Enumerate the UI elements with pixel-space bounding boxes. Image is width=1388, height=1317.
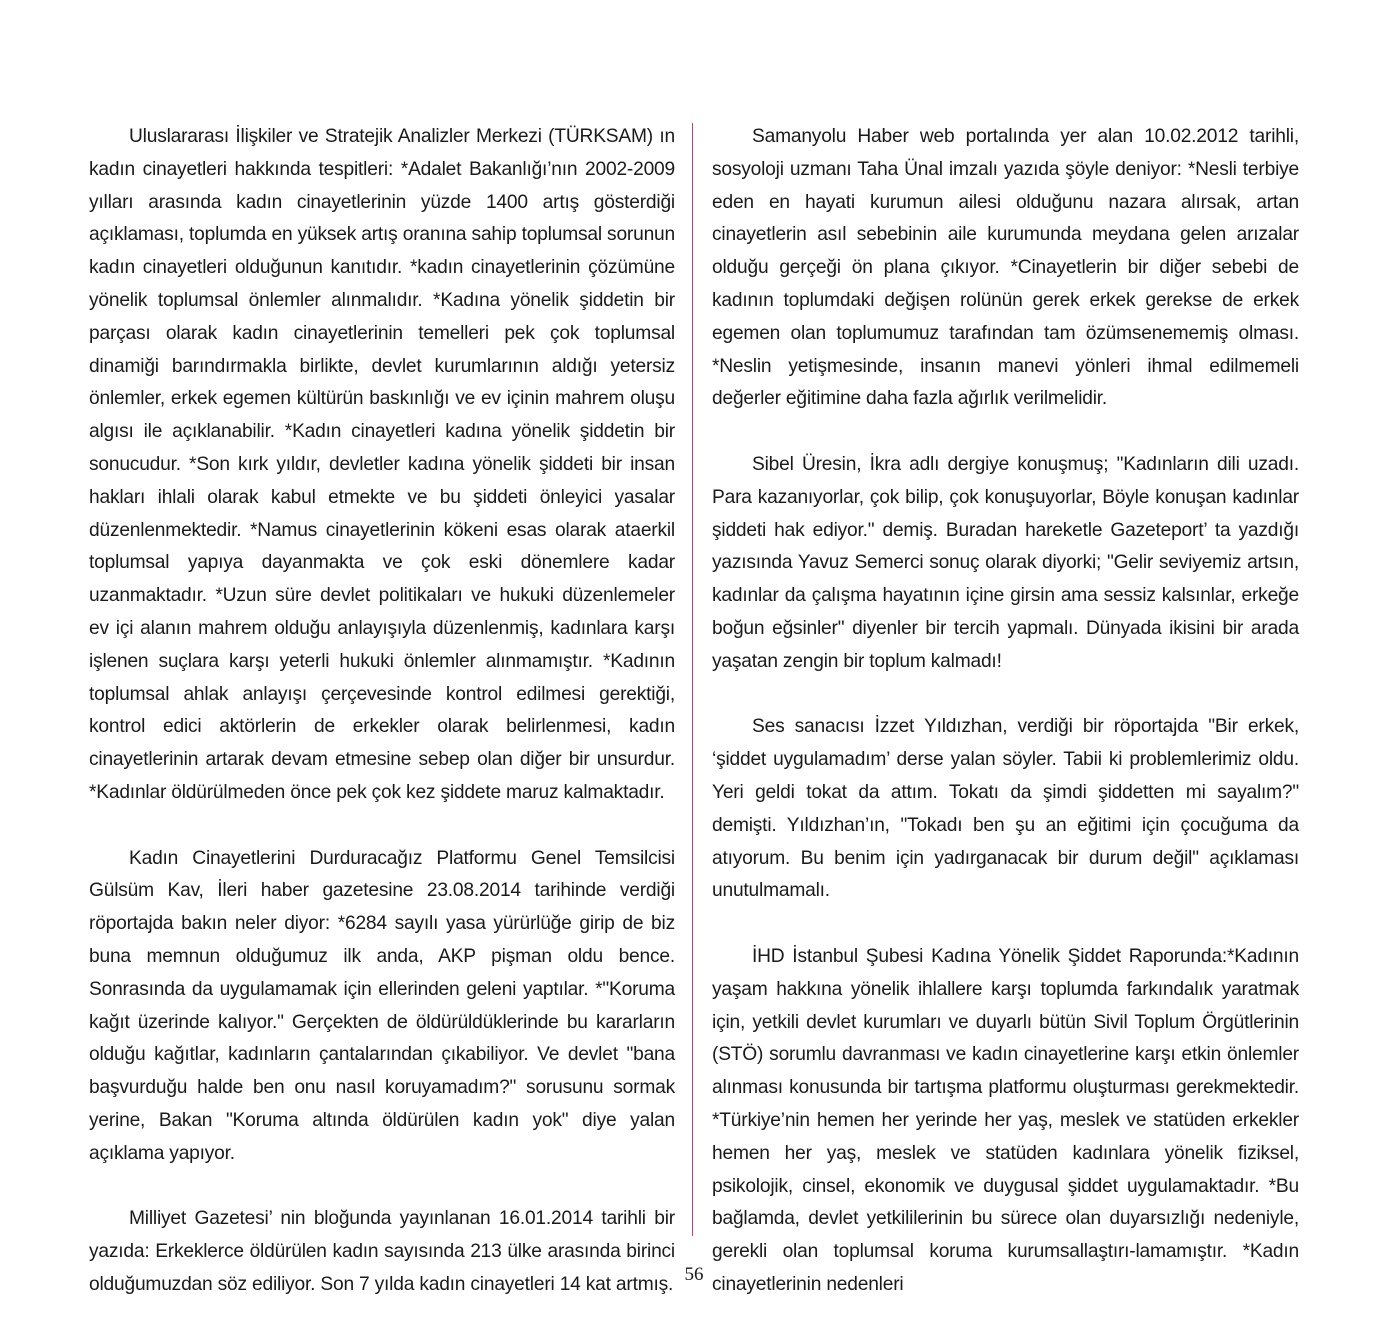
page-number: 56 — [684, 1264, 704, 1285]
paragraph-sibel-uresin: Sibel Üresin, İkra adlı dergiye konuşmuş; "Kadınların dili uzadı. Para kazanıyorlar, çok bilip, çok konuşuyorlar, Böyle konuşan kadınlar şiddeti hak ediyor." demiş. Buradan hareketle Gazeteport’ ta yazdığı yazısında Yavuz Semerci sonuç olarak diyorki; "Gelir seviyemiz artsın, kadınlar da çalışma hayatının içine girsin ama sessiz kalsınlar, erkeğe boğun eğsinler" diyenler bir tercih yapmalı. Dünyada ikisini bir arada yaşatan zengin bir toplum kalmadı! — [712, 453, 1299, 672]
paragraph-platform-gulsum-kav: Kadın Cinayetlerini Durduracağız Platformu Genel Temsilcisi Gülsüm Kav, İleri haber gazetesine 23.08.2014 tarihinde verdiği röportajda bakın neler diyor: *6284 sayılı yasa yürürlüğe girip de biz buna memnun olduğumuz ilk anda, AKP pişman oldu bence. Sonrasında da uygulamamak için ellerinden geleni yaptılar. *"Koruma kağıt üzerinde kalıyor." Gerçekten de öldürüldüklerinde bu kararların olduğu kağıtlar, kadınların çantalarından çıkabiliyor. Ve devlet "bana başvurduğu halde ben onu nasıl koruyamadım?" sorusunu sormak yerine, Bakan "Koruma altında öldürülen kadın yok" diye yalan açıklama yapıyor. — [89, 847, 675, 1164]
left-text-column — [89, 121, 675, 1302]
paragraph-izzet-yildizhan: Ses sanacısı İzzet Yıldızhan, verdiği bir röportajda "Bir erkek, ‘şiddet uygulamadım’ derse yalan söyler. Tabii ki problemlerimiz oldu. Yeri geldi tokat da attım. Tokatı da şimdi şiddetten mi sayalım?" demişti. Yıldızhan’ın, "Tokadı ben şu an eğitimi için çocuğuma da atıyorum. Bu benim için yadırganacak bir durum değil" açıklaması unutulmamalı. — [712, 716, 1299, 902]
paragraph-turksam: Uluslararası İlişkiler ve Stratejik Analizler Merkezi (TÜRKSAM) ın kadın cinayetleri hakkında tespitleri: *Adalet Bakanlığı’nın 2002-2009 yılları arasında kadın cinayetlerinin yüzde 1400 artış gösterdiği açıklaması, toplumda en yüksek artış oranına sahip toplumsal sorunun kadın cinayetleri olduğunun kanıtıdır. *kadın cinayetlerinin çözümüne yönelik toplumsal önlemler alınmalıdır. *Kadına yönelik şiddetin bir parçası olarak kadın cinayetlerinin temelleri pek çok toplumsal dinamiği barındırmakla birlikte, devlet kurumlarının aldığı yetersiz önlemler, erkek egemen kültürün baskınlığı ve ev içinin mahrem oluşu algısı ile açıklanabilir. *Kadın cinayetleri kadına yönelik şiddetin bir sonucudur. *Son kırk yıldır, devletler kadına yönelik şiddeti bir insan hakları ihlali olarak kabul etmekte ve bu şiddeti önleyici yasalar düzenlenmektedir. *Namus cinayetlerinin kökeni esas olarak ataerkil toplumsal yapıya dayanmakta ve çok eski dönemlere kadar uzanmaktadır. *Uzun süre devlet politikaları ve hukuki düzenlemeler ev içi alanın mahrem olduğu anlayışıyla düzenlenmiş, kadınlara karşı işlenen suçlara karşı yeterli hukuki önlemler alınmamıştır. *Kadının toplumsal ahlak anlayışı çerçevesinde kontrol edilmesi gerektiği, kontrol edici aktörlerin de erkekler olarak belirlenmesi, kadın cinayetlerinin artarak devam etmesine sebep olan diğer bir unsurdur. *Kadınlar öldürülmeden önce pek çok kez şiddete maruz kalmaktadır. — [89, 126, 675, 803]
right-text-column — [712, 121, 1299, 1302]
paragraph-ihd-report: İHD İstanbul Şubesi Kadına Yönelik Şiddet Raporunda:*Kadının yaşam hakkına yönelik ihlallere karşı toplumda farkındalık yaratmak için, yetkili devlet kurumları ve duyarlı bütün Sivil Toplum Örgütlerinin (STÖ) sorumlu davranması ve kadın cinayetlerine karşı etkin önlemler alınması konusunda bir tartışma platformu oluşturması gerekmektedir. *Türkiye’nin hemen her yerinde her yaş, meslek ve statüden erkekler hemen her yaş, meslek ve statüden kadınlara yönelik fiziksel, psikolojik, cinsel, ekonomik ve duygusal şiddet uygulamaktadır. *Bu bağlamda, devlet yetkililerinin bu sürece olan duyarsızlığı nedeniyle, gerekli olan toplumsal koruma kurumsallaştırı-lamamıştır. *Kadın cinayetlerinin nedenleri — [712, 945, 1299, 1295]
paragraph-samanyolu: Samanyolu Haber web portalında yer alan 10.02.2012 tarihli, sosyoloji uzmanı Taha Ünal imzalı yazıda şöyle deniyor: *Nesli terbiye eden en hayati kurumun ailesi olduğunu nazara alırsak, artan cinayetlerin asıl sebebinin aile kurumunda meydana gelen arızalar olduğu gerçeği ön plana çıkıyor. *Cinayetlerin bir diğer sebebi de kadının toplumdaki değişen rolünün gerek erkek gerekse de erkek egemen olan toplumumuz tarafından tam özümsenememiş olması. *Neslin yetişmesinde, insanın manevi yönleri ihmal edilmemeli değerler eğitimine daha fazla ağırlık verilmelidir. — [712, 126, 1299, 410]
paragraph-milliyet: Milliyet Gazetesi’ nin bloğunda yayınlanan 16.01.2014 tarihli bir yazıda: Erkeklerce öldürülen kadın sayısında 213 ülke arasında birinci olduğumuzdan söz ediliyor. Son 7 yılda kadın cinayetleri 14 kat artmış. — [89, 1208, 675, 1295]
column-divider — [692, 123, 693, 1236]
